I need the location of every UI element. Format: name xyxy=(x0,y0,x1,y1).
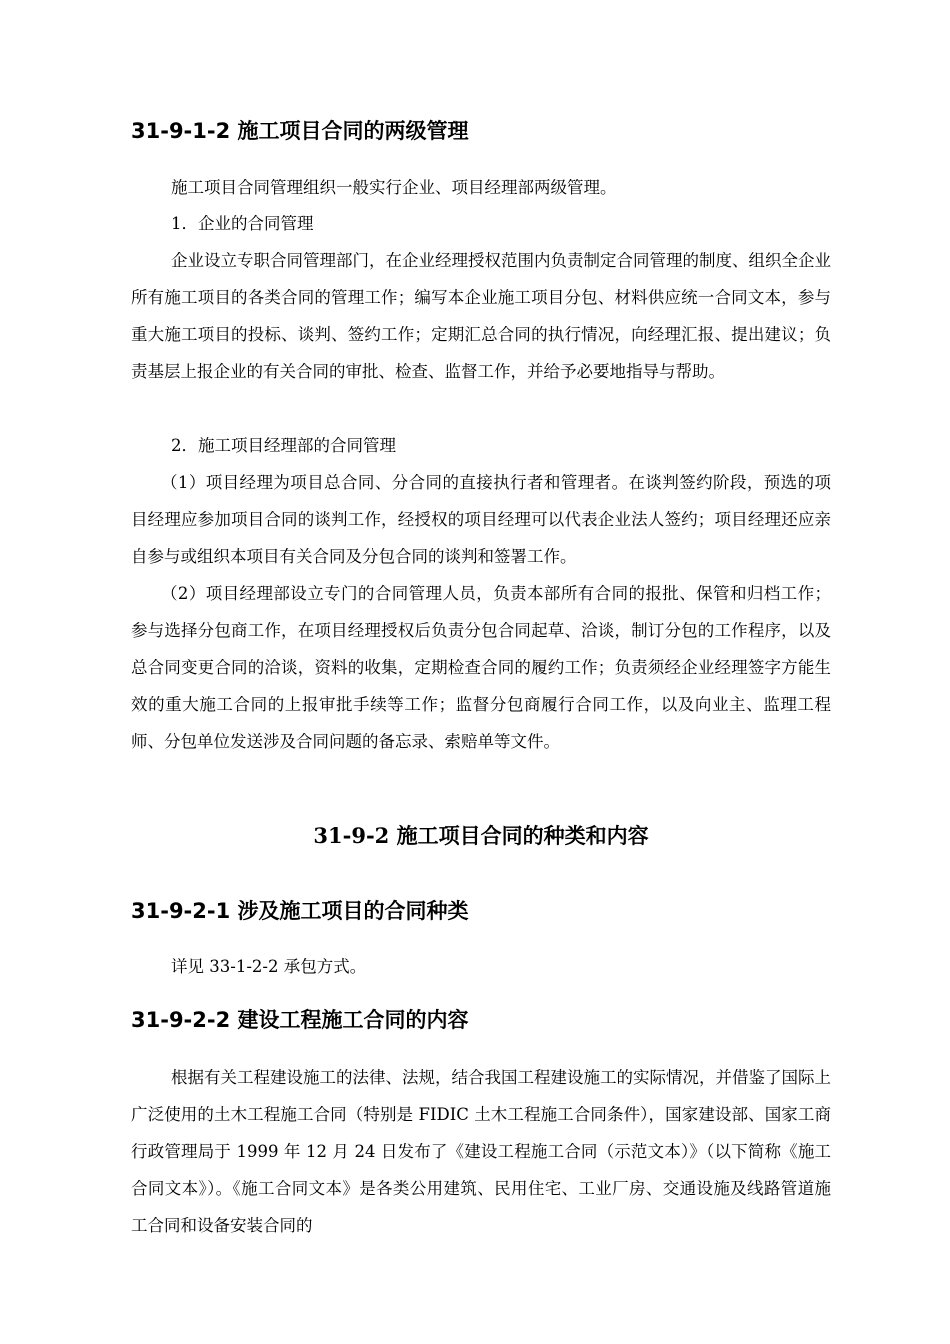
section-heading-31-9-2: 31-9-2 施工项目合同的种类和内容 xyxy=(313,823,649,848)
section-heading-31-9-2-1: 31-9-2-1 涉及施工项目的合同种类 xyxy=(131,899,469,923)
intro-paragraph: 施工项目合同管理组织一般实行企业、项目经理部两级管理。 xyxy=(171,178,617,197)
section-heading-31-9-1-2: 31-9-1-2 施工项目合同的两级管理 xyxy=(131,119,469,143)
item1-title: 1．企业的合同管理 xyxy=(171,214,314,233)
section-31-9-2-1-paragraph: 详见 33-1-2-2 承包方式。 xyxy=(171,957,367,976)
item2-paragraph-2: （2）项目经理部设立专门的合同管理人员，负责本部所有合同的报批、保管和归档工作；参与选择分包商工作，在项目经理授权后负责分包合同起草、洽谈，制订分包的工作程序，以及总合同变更合同的洽谈，资料的收集，定期检查合同的履约工作；负责须经企业经理签字方能生效的重大施工合同的上报审批手续等工作；监督分包商履行合同工作，以及向业主、监理工程师、分包单位发送涉及合同问题的备忘录、索赔单等文件。 xyxy=(131,584,831,751)
item1-paragraph: 企业设立专职合同管理部门，在企业经理授权范围内负责制定合同管理的制度、组织全企业所有施工项目的各类合同的管理工作；编写本企业施工项目分包、材料供应统一合同文本，参与重大施工项目的投标、谈判、签约工作；定期汇总合同的执行情况，向经理汇报、提出建议；负责基层上报企业的有关合同的审批、检查、监督工作，并给予必要地指导与帮助。 xyxy=(131,251,831,381)
item2-paragraph-1: （1）项目经理为项目总合同、分合同的直接执行者和管理者。在谈判签约阶段，预选的项目经理应参加项目合同的谈判工作，经授权的项目经理可以代表企业法人签约；项目经理还应亲自参与或组织本项目有关合同及分包合同的谈判和签署工作。 xyxy=(131,473,831,566)
section-heading-31-9-2-2: 31-9-2-2 建设工程施工合同的内容 xyxy=(131,1008,469,1032)
item2-title: 2．施工项目经理部的合同管理 xyxy=(171,436,396,455)
section-31-9-2-2-paragraph: 根据有关工程建设施工的法律、法规，结合我国工程建设施工的实际情况，并借鉴了国际上广泛使用的土木工程施工合同（特别是 FIDIC 土木工程施工合同条件），国家建设部、国家工商行政管理局于 1999 年 12 月 24 日发布了《建设工程施工合同（示范文本）》（以下简称《施工合同文本》）。《施工合同文本》是各类公用建筑、民用住宅、工业厂房、交通设施及线路管道施工合同和设备安装合同的 xyxy=(131,1068,831,1235)
